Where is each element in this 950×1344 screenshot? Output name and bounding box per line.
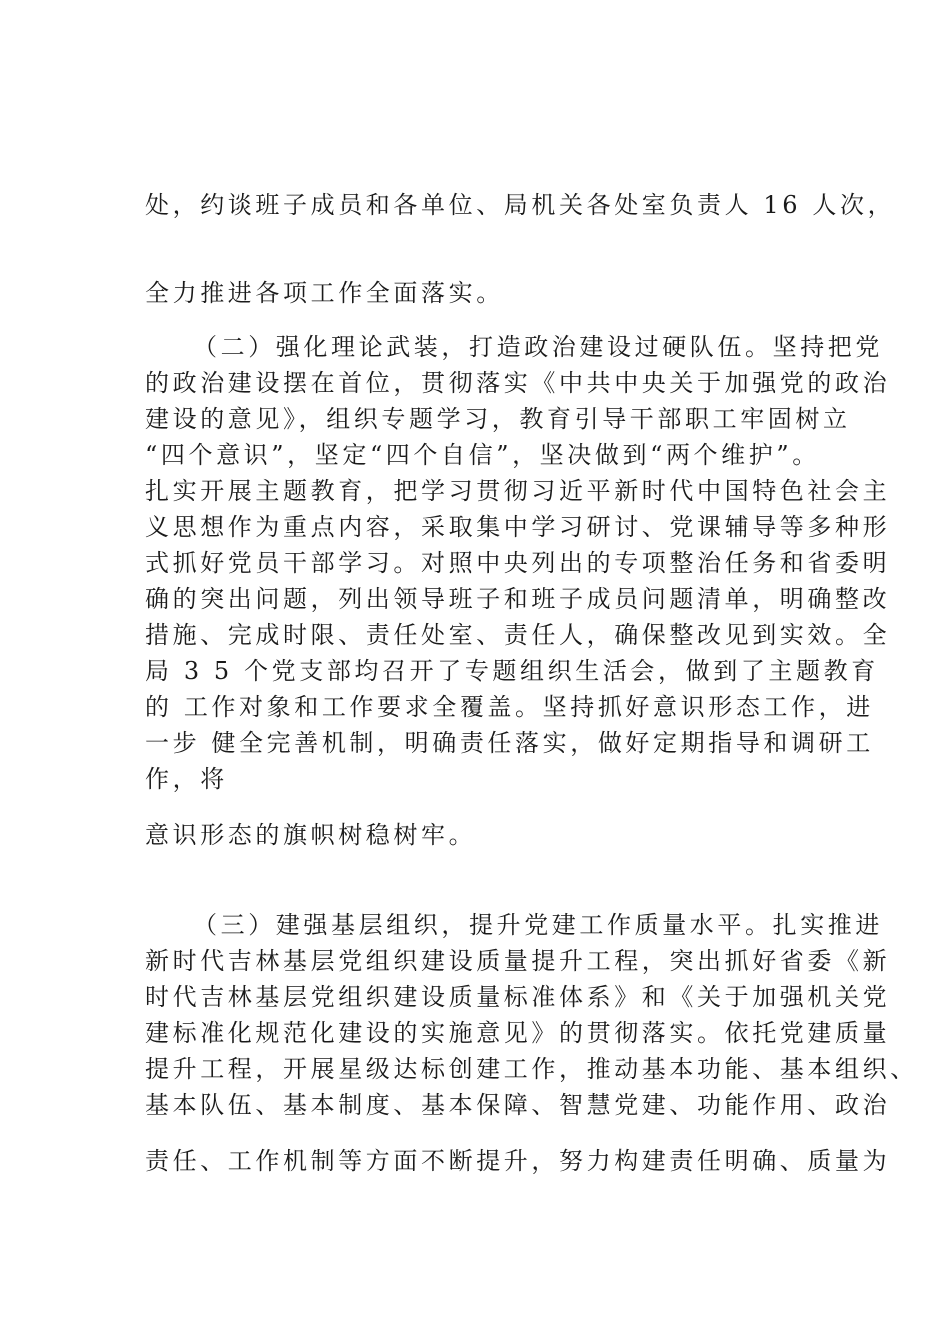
text-line: 全力推进各项工作全面落实。 (145, 279, 504, 307)
text-line: 义思想作为重点内容，采取集中学习研讨、党课辅导等多种形 (145, 513, 891, 541)
text-line: 意识形态的旗帜树稳树牢。 (145, 821, 477, 849)
text-line: 新时代吉林基层党组织建设质量提升工程，突出抓好省委《新 (145, 947, 891, 975)
text-line: 确的突出问题，列出领导班子和班子成员问题清单，明确整改 (145, 585, 891, 613)
text-line: 建设的意见》，组织专题学习，教育引导干部职工牢固树立 (145, 405, 851, 433)
text-line: 的 工作对象和工作要求全覆盖。坚持抓好意识形态工作，进 (145, 693, 874, 721)
text-line: 式抓好党员干部学习。对照中央列出的专项整治任务和省委明 (145, 549, 891, 577)
text-line: 处，约谈班子成员和各单位、局机关各处室负责人 16 人次， (145, 191, 896, 219)
text-line: 时代吉林基层党组织建设质量标准体系》和《关于加强机关党 (145, 983, 891, 1011)
text-line: 责任、工作机制等方面不断提升，努力构建责任明确、质量为 (145, 1147, 891, 1175)
text-line: 提升工程，开展星级达标创建工作，推动基本功能、基本组织、 (145, 1055, 918, 1083)
text-line: 局 3 5 个党支部均召开了专题组织生活会，做到了主题教育 (145, 657, 879, 685)
text-line: 一步 健全完善机制，明确责任落实，做好定期指导和调研工 (145, 729, 874, 757)
text-line: 扎实开展主题教育，把学习贯彻习近平新时代中国特色社会主 (145, 477, 891, 505)
text-line: 建标准化规范化建设的实施意见》的贯彻落实。依托党建质量 (145, 1019, 891, 1047)
text-line: 措施、完成时限、责任处室、责任人，确保整改见到实效。全 (145, 621, 891, 649)
text-line: 的政治建设摆在首位，贯彻落实《中共中央关于加强党的政治 (145, 369, 891, 397)
paragraph-heading: （二）强化理论武装，打造政治建设过硬队伍。坚持把党 (193, 333, 883, 361)
paragraph-heading: （三）建强基层组织，提升党建工作质量水平。扎实推进 (193, 911, 883, 939)
text-line: 基本队伍、基本制度、基本保障、智慧党建、功能作用、政治 (145, 1091, 891, 1119)
text-line: “四个意识”，坚定“四个自信”，坚决做到“两个维护”。 (145, 441, 820, 469)
text-line: 作，将 (145, 765, 228, 793)
